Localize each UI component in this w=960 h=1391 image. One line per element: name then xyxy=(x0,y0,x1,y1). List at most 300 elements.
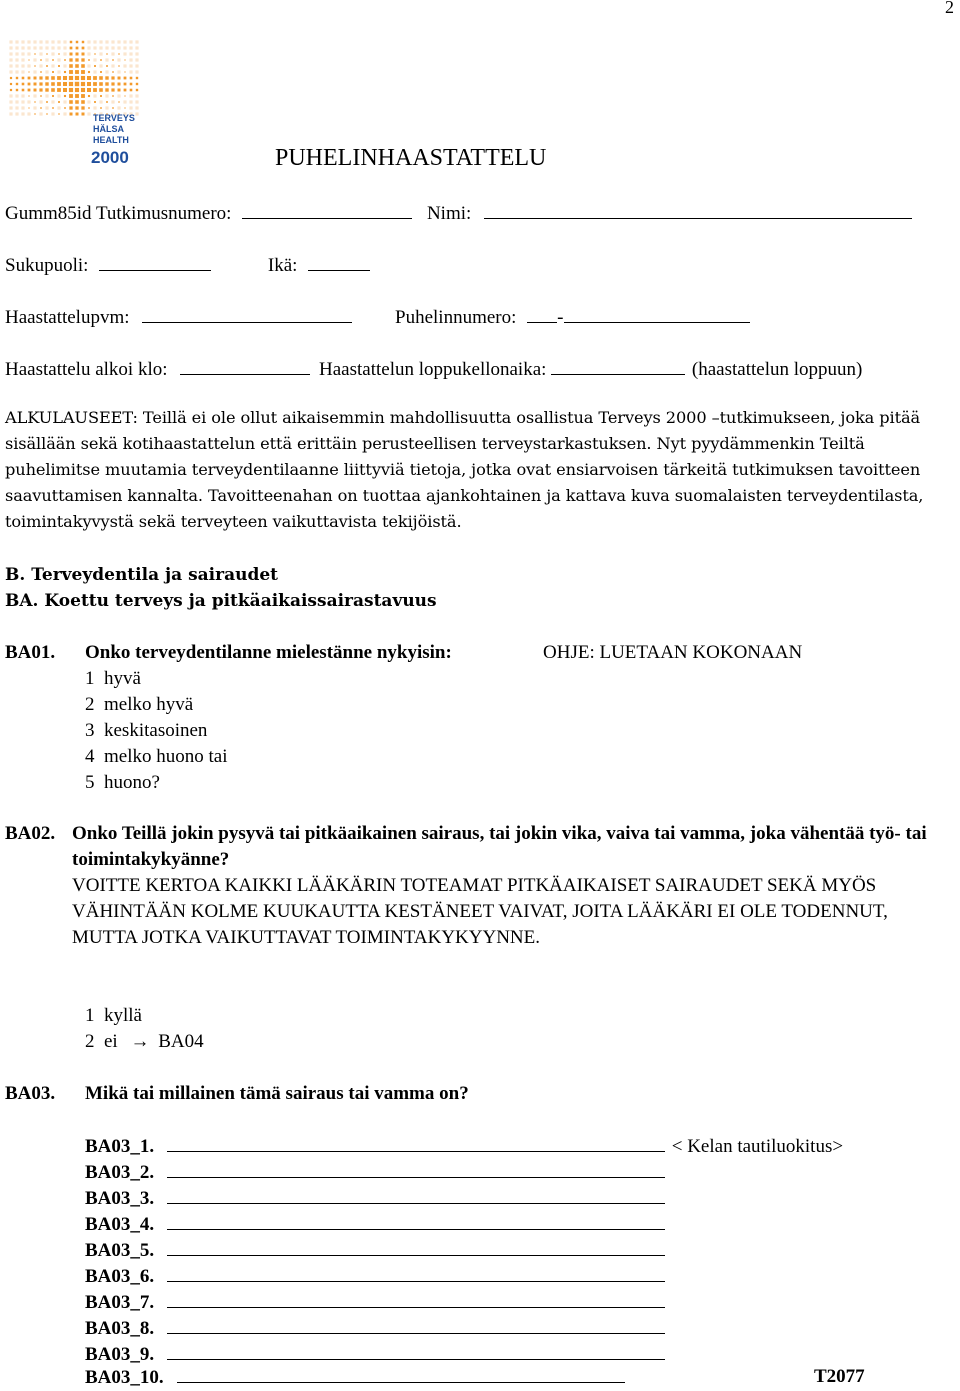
logo-dot xyxy=(111,52,114,55)
logo-dot xyxy=(57,40,60,43)
logo-dot xyxy=(46,65,48,67)
logo-dot xyxy=(81,106,84,109)
logo-dot xyxy=(57,76,61,80)
logo-dot xyxy=(51,46,54,49)
ba03-answer-blank[interactable] xyxy=(167,1159,665,1178)
section-b-heading: B. Terveydentila ja sairaudet xyxy=(5,565,279,585)
start-blank[interactable] xyxy=(180,356,310,375)
logo-dot xyxy=(27,112,30,115)
logo-dot xyxy=(39,112,42,115)
logo-dot xyxy=(135,46,138,49)
logo-dot xyxy=(123,46,126,49)
logo-dot xyxy=(76,41,78,43)
logo-dot xyxy=(52,95,54,97)
age-label: Ikä: xyxy=(267,255,298,276)
logo-dot xyxy=(81,76,85,80)
logo-dot xyxy=(9,112,12,115)
logo-dot xyxy=(135,106,138,109)
logo-dot xyxy=(9,46,12,49)
logo-dot xyxy=(105,88,108,91)
logo-dot xyxy=(21,100,24,103)
logo-dot xyxy=(28,107,29,108)
logo-dot xyxy=(111,46,114,49)
logo-dot xyxy=(87,52,90,55)
logo-dot xyxy=(58,101,60,103)
ba02-question: Onko Teillä jokin pysyvä tai pitkäaikainen sairaus, tai jokin vika, vaiva tai vamma, joka vähentää työ- tai toimintakykyänne? xyxy=(72,823,927,870)
logo-dot xyxy=(93,106,96,109)
logo-dot xyxy=(39,40,42,43)
logo-dot xyxy=(105,46,108,49)
logo-dot xyxy=(118,89,121,92)
logo-dot xyxy=(87,88,91,92)
logo-dot xyxy=(15,46,18,49)
ba03-answer-row xyxy=(85,1315,665,1342)
logo-dot xyxy=(81,88,85,92)
logo-dot xyxy=(22,89,25,92)
logo-dot xyxy=(129,106,132,109)
logo-dot xyxy=(100,71,102,73)
logo-dot xyxy=(69,58,72,61)
logo-dot xyxy=(28,77,31,80)
logo-dot xyxy=(46,53,47,54)
logo-dot xyxy=(75,58,78,61)
logo-dot xyxy=(81,112,84,115)
logo-dot xyxy=(87,46,90,49)
logo-dot xyxy=(33,94,36,97)
time-row xyxy=(5,356,862,383)
ba03-item-label: BA03_9. xyxy=(85,1344,155,1365)
logo-dot xyxy=(34,65,35,66)
logo-dot xyxy=(124,95,125,96)
logo-dot xyxy=(123,100,126,103)
end-blank[interactable] xyxy=(551,356,685,375)
logo-dot xyxy=(9,106,12,109)
logo-dot xyxy=(118,83,121,86)
logo-dot xyxy=(63,88,67,92)
logo-dot xyxy=(112,107,114,109)
logo-dot xyxy=(15,64,18,67)
logo-dot xyxy=(9,94,12,97)
logo-dot xyxy=(135,40,138,43)
ba03-answer-blank[interactable] xyxy=(167,1211,665,1230)
logo-dot xyxy=(33,106,36,109)
sex-label: Sukupuoli: xyxy=(5,255,89,276)
logo-dot xyxy=(99,82,103,86)
sex-age-row xyxy=(5,252,370,279)
logo-dot xyxy=(81,64,85,68)
logo-dot xyxy=(57,106,60,109)
logo-dot xyxy=(45,106,48,109)
logo-dot xyxy=(75,106,78,109)
logo-dot xyxy=(21,112,24,115)
ba03-answer-blank[interactable] xyxy=(167,1341,665,1360)
logo-dot xyxy=(51,40,54,43)
logo-dot xyxy=(69,100,73,104)
logo-dot xyxy=(69,76,73,80)
logo-dot xyxy=(28,59,29,60)
logo-dot xyxy=(88,95,90,97)
logo-dot xyxy=(58,65,60,67)
logo-dot xyxy=(27,100,30,103)
logo-dot xyxy=(46,101,48,103)
phone-number-blank[interactable] xyxy=(564,304,750,323)
ba03-item-label: BA03_6. xyxy=(85,1266,155,1287)
logo-dot xyxy=(75,70,79,74)
logo-dot xyxy=(123,64,126,67)
logo-dot xyxy=(130,77,133,80)
ba01-instruction: OHJE: LUETAAN KOKONAAN xyxy=(543,642,803,663)
ba03-answer-row xyxy=(85,1185,665,1212)
logo-dot xyxy=(27,40,30,43)
date-blank[interactable] xyxy=(142,304,352,323)
logo-dot xyxy=(106,65,108,67)
logo-dot xyxy=(63,82,67,86)
logo-dot xyxy=(88,107,90,109)
logo-dot xyxy=(15,106,18,109)
terveys-2000-logo xyxy=(5,34,143,168)
logo-dot xyxy=(117,46,120,49)
logo-dot xyxy=(117,106,120,109)
ba03-answer-blank[interactable] xyxy=(177,1364,625,1383)
logo-dot xyxy=(21,52,24,55)
logo-dot xyxy=(93,46,96,49)
logo-dot xyxy=(129,94,132,97)
id-label: Gumm85id Tutkimusnumero: xyxy=(5,203,232,224)
logo-dot xyxy=(64,59,66,61)
logo-dot xyxy=(28,95,29,96)
section-ba-heading: BA. Koettu terveys ja pitkäaikaissairastavuus xyxy=(5,591,437,611)
logo-dot xyxy=(39,82,42,85)
logo-dot xyxy=(27,52,30,55)
logo-dot xyxy=(28,89,31,92)
logo-dot xyxy=(69,106,72,109)
logo-dot xyxy=(9,40,12,43)
logo-dot xyxy=(93,88,97,92)
logo-dot xyxy=(51,82,55,86)
logo-dot xyxy=(63,40,66,43)
logo-dot xyxy=(99,40,102,43)
logo-dot xyxy=(118,77,121,80)
id-field-row xyxy=(5,200,912,227)
phone-dash: - xyxy=(557,307,564,328)
logo-dot xyxy=(81,70,85,74)
logo-dot xyxy=(57,82,61,86)
logo-dot xyxy=(69,52,72,55)
logo-dot xyxy=(105,106,108,109)
logo-dot xyxy=(45,46,48,49)
logo-dot xyxy=(40,95,42,97)
ba01-option: 3 keskitasoinen xyxy=(85,720,208,741)
logo-dot xyxy=(45,40,48,43)
logo-line-1: TERVEYS xyxy=(93,113,135,123)
logo-dot xyxy=(81,82,85,86)
logo-dot xyxy=(10,83,12,85)
logo-dot xyxy=(34,101,35,102)
logo-dot xyxy=(111,40,114,43)
logo-dot xyxy=(52,71,54,73)
logo-dot xyxy=(39,88,42,91)
logo-dot xyxy=(75,94,79,98)
footer-code: T2077 xyxy=(814,1366,865,1387)
logo-dot xyxy=(93,94,96,97)
logo-dot xyxy=(45,88,48,91)
age-blank[interactable] xyxy=(308,252,370,271)
logo-dot xyxy=(75,100,79,104)
ba02-code: BA02. xyxy=(5,823,56,844)
id-blank[interactable] xyxy=(242,200,412,219)
logo-dot xyxy=(63,76,67,80)
logo-dot xyxy=(63,112,66,115)
logo-dot xyxy=(118,65,119,66)
logo-dot xyxy=(64,107,66,109)
logo-dot xyxy=(57,46,60,49)
logo-dot xyxy=(40,59,42,61)
logo-dot xyxy=(111,82,114,85)
logo-dot xyxy=(75,88,79,92)
logo-dot xyxy=(135,70,138,73)
logo-dot xyxy=(129,70,132,73)
logo-dot xyxy=(10,77,12,79)
date-label: Haastattelupvm: xyxy=(5,307,130,328)
logo-dot xyxy=(123,52,126,55)
logo-dot xyxy=(105,94,108,97)
logo-dot xyxy=(27,64,30,67)
logo-dot xyxy=(93,76,97,80)
logo-dot xyxy=(15,40,18,43)
logo-dot xyxy=(99,100,102,103)
logo-dot xyxy=(63,100,66,103)
logo-dot xyxy=(129,52,132,55)
logo-dot xyxy=(124,59,125,60)
logo-dot xyxy=(106,101,108,103)
logo-dot xyxy=(75,52,78,55)
logo-dot xyxy=(15,52,18,55)
logo-dot xyxy=(69,70,73,74)
logo-dot xyxy=(21,94,24,97)
logo-dot xyxy=(64,95,66,97)
logo-dot xyxy=(22,77,25,80)
logo-dot xyxy=(81,94,85,98)
ba03-answer-row xyxy=(85,1133,843,1160)
logo-dot xyxy=(63,64,66,67)
logo-dot xyxy=(76,47,79,50)
logo-dot xyxy=(129,40,132,43)
logo-dot xyxy=(93,82,97,86)
logo-dot xyxy=(111,76,114,79)
intro-paragraph: ALKULAUSEET: Teillä ei ole ollut aikaisemmin mahdollisuutta osallistua Terveys 2000 –tutkimukseen, joka pitää sisällään sekä kotihaastattelun että erittäin perusteellisen terveystarkastuksen. Nyt pyydämmenkin Teiltä puhelimitse muutamia terveydentilaanne liittyviä tietoja, jotka ovat ensiarvoisen tärkeitä tutkimuksen tavoitteen saavuttamisen kannalta. Tavoitteenahan on tuottaa ajankohtainen ja kattava kuva suomalaisten terveydentilasta, toimintakyvystä sekä terveyteen vaikuttavista tekijöistä. xyxy=(5,408,924,531)
logo-dot xyxy=(9,58,12,61)
logo-dot xyxy=(111,88,114,91)
logo-dot xyxy=(123,40,126,43)
logo-dot xyxy=(15,70,18,73)
ba01-option: 1 hyvä xyxy=(85,668,141,689)
sex-blank[interactable] xyxy=(99,252,211,271)
logo-dot xyxy=(28,71,29,72)
end-note: (haastattelun loppuun) xyxy=(691,359,863,380)
logo-dot xyxy=(52,107,54,109)
logo-dot xyxy=(94,101,96,103)
logo-dot xyxy=(51,64,54,67)
logo-dot xyxy=(9,64,12,67)
logo-dot xyxy=(129,100,132,103)
logo-dot xyxy=(34,53,35,54)
logo-dot xyxy=(15,112,18,115)
logo-dot xyxy=(94,53,95,54)
logo-dot xyxy=(105,76,108,79)
logo-dot xyxy=(135,112,138,115)
logo-dot xyxy=(93,58,96,61)
logo-dot xyxy=(69,88,73,92)
logo-dot xyxy=(129,46,132,49)
ba03-item-label: BA03_10. xyxy=(85,1367,164,1388)
logo-dot xyxy=(16,83,18,85)
ba03-question: Mikä tai millainen tämä sairaus tai vamma on? xyxy=(85,1083,469,1104)
logo-dot xyxy=(9,52,12,55)
logo-dot xyxy=(51,52,54,55)
start-label: Haastattelu alkoi klo: xyxy=(5,359,168,380)
logo-dot xyxy=(99,64,102,67)
logo-dot xyxy=(51,112,54,115)
logo-dot xyxy=(99,88,103,92)
ba03-answer-blank[interactable] xyxy=(167,1133,665,1152)
ba01-question: Onko terveydentilanne mielestänne nykyisin: xyxy=(85,642,452,663)
ba02-option-no-row xyxy=(85,1029,204,1055)
ba03-item-label: BA03_5. xyxy=(85,1240,155,1261)
logo-dot xyxy=(15,94,18,97)
logo-dot xyxy=(88,71,90,73)
logo-dot xyxy=(117,70,120,73)
ba03-answer-blank[interactable] xyxy=(167,1315,665,1334)
logo-dot xyxy=(124,77,127,80)
logo-dot xyxy=(51,88,55,92)
logo-dot xyxy=(63,52,66,55)
logo-dot xyxy=(45,58,48,61)
logo-dot xyxy=(93,40,96,43)
date-phone-row xyxy=(5,304,750,331)
logo-dot xyxy=(33,40,36,43)
logo-dot xyxy=(27,46,30,49)
logo-dot xyxy=(39,100,42,103)
logo-dot xyxy=(105,58,108,61)
logo-line-3: HEALTH xyxy=(93,135,129,145)
logo-dot xyxy=(100,59,102,61)
logo-dot xyxy=(39,52,42,55)
logo-dot xyxy=(124,71,125,72)
logo-dot xyxy=(130,83,133,86)
ba01-option: 5 huono? xyxy=(85,772,160,793)
logo-dot xyxy=(87,112,90,115)
logo-dot xyxy=(75,112,78,115)
logo-dot xyxy=(39,64,42,67)
logo-dot xyxy=(57,94,60,97)
logo-dot xyxy=(57,88,61,92)
logo-dot xyxy=(39,76,42,79)
logo-dot xyxy=(136,83,138,85)
logo-dot xyxy=(81,52,84,55)
page-number: 2 xyxy=(945,0,954,17)
logo-dot xyxy=(45,94,48,97)
logo-dot xyxy=(70,41,72,43)
phone-area-blank[interactable] xyxy=(527,304,557,323)
ba03-answer-blank[interactable] xyxy=(167,1289,665,1308)
ba03-item-label: BA03_3. xyxy=(85,1188,155,1209)
logo-dot xyxy=(75,82,79,86)
ba03-answer-row xyxy=(85,1237,665,1264)
logo-dot xyxy=(75,64,79,68)
logo-dot xyxy=(64,71,66,73)
logo-dot xyxy=(51,100,54,103)
ba03-answer-blank[interactable] xyxy=(167,1185,665,1204)
logo-dot xyxy=(22,83,25,86)
logo-dot xyxy=(87,100,90,103)
logo-dot xyxy=(94,65,96,67)
logo-dot xyxy=(112,95,114,97)
logo-dot xyxy=(117,40,120,43)
ba03-item-label: BA03_8. xyxy=(85,1318,155,1339)
ba03-answer-row xyxy=(85,1211,665,1238)
logo-dot xyxy=(124,83,127,86)
logo-dot xyxy=(105,82,108,85)
logo-dot xyxy=(21,46,24,49)
ba03-note: < Kelan tautiluokitus> xyxy=(671,1136,844,1157)
page-title: PUHELINHAASTATTELU xyxy=(275,145,547,171)
logo-dot xyxy=(87,76,91,80)
logo-dot xyxy=(129,58,132,61)
logo-dot xyxy=(58,53,59,54)
logo-dot xyxy=(99,76,103,80)
logo-dot xyxy=(82,41,84,43)
logo-dot xyxy=(52,59,54,61)
logo-dot xyxy=(105,70,108,73)
ba02-option-no: 2 ei xyxy=(85,1031,118,1052)
arrow-right-icon: → xyxy=(130,1031,150,1052)
logo-dot xyxy=(100,107,102,109)
logo-dot xyxy=(88,59,90,61)
logo-dot xyxy=(34,77,37,80)
name-label: Nimi: xyxy=(426,203,472,224)
ba03-item-label: BA03_7. xyxy=(85,1292,155,1313)
ba02-option-yes: 1 kyllä xyxy=(85,1005,142,1026)
ba03-answer-row xyxy=(85,1289,665,1316)
logo-line-4: 2000 xyxy=(91,148,129,167)
logo-dot xyxy=(16,89,18,91)
ba03-item-label: BA03_1. xyxy=(85,1136,155,1157)
end-label: Haastattelun loppukellonaika: xyxy=(319,359,547,380)
logo-dot xyxy=(117,58,120,61)
name-blank[interactable] xyxy=(484,200,912,219)
ba03-answer-blank[interactable] xyxy=(167,1263,665,1282)
logo-dot xyxy=(117,94,120,97)
logo-dot xyxy=(105,40,108,43)
logo-dot xyxy=(69,82,73,86)
logo-dot xyxy=(34,113,35,114)
logo-dot xyxy=(45,70,48,73)
logo-dot xyxy=(124,89,127,92)
logo-dot xyxy=(93,70,96,73)
ba03-answer-row xyxy=(85,1159,665,1186)
logo-dot xyxy=(40,107,42,109)
ba03-answer-blank[interactable] xyxy=(167,1237,665,1256)
logo-dot xyxy=(28,83,31,86)
ba01-option: 2 melko hyvä xyxy=(85,694,194,715)
logo-dot xyxy=(75,76,79,80)
logo-dot xyxy=(135,58,138,61)
logo-dot xyxy=(130,89,133,92)
logo-dot xyxy=(70,47,73,50)
logo-dot xyxy=(57,70,60,73)
logo-dot xyxy=(99,46,102,49)
ba03-answer-row xyxy=(85,1263,665,1290)
